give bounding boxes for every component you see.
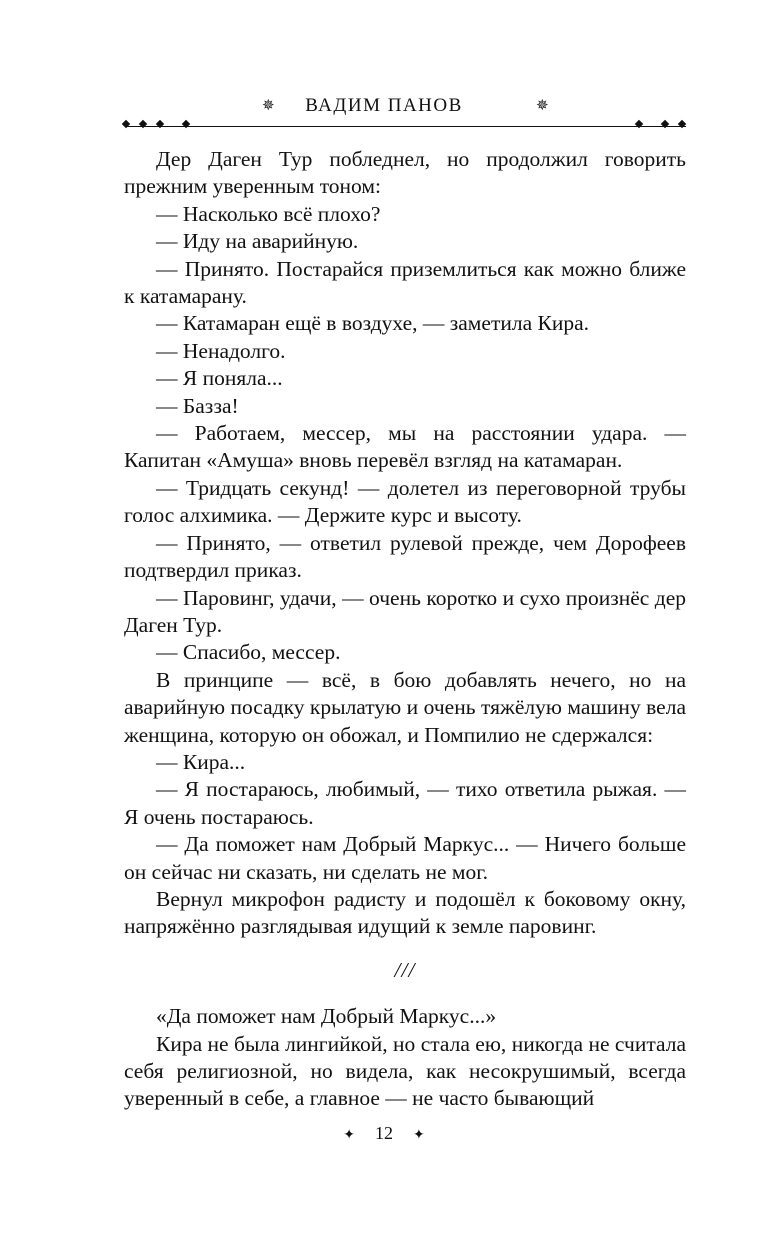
paragraph: — Паровинг, удачи, — очень коротко и сухо произнёс дер Даген Тур. [124, 585, 686, 637]
paragraph: В принципе — всё, в бою добавлять нечего, но на аварийную посадку крылатую и очень тяжёлую машину вела женщина, которую он обожал, и Помпилио не сдержался: [124, 667, 686, 747]
paragraph: — Да поможет нам Добрый Маркус... — Ничего больше он сейчас ни сказать, ни сделать не мог. [124, 832, 686, 884]
paragraph: Кира не была лингийкой, но стала ею, никогда не считала себя религиозной, но видела, как несокрушимый, всегда уверенный в себе, а главное — не часто бывающий [124, 1031, 686, 1111]
paragraph: — Работаем, мессер, мы на расстоянии удара. — Капитан «Амуша» вновь перевёл взгляд на катамаран. [124, 421, 686, 473]
paragraph: — Ненадолго. [156, 338, 286, 363]
page-number: 12 [375, 1123, 393, 1143]
footer-star-icon: ✦ [413, 1128, 425, 1143]
ornament-star-icon: ✵ [536, 98, 549, 114]
paragraph: — Базза! [156, 393, 239, 418]
paragraph: — Принято. Постарайся приземлиться как можно ближе к катамарану. [124, 256, 686, 309]
paragraph: — Тридцать секунд! — долетел из переговорной трубы голос алхимика. — Держите курс и высоту. [124, 475, 686, 528]
section-separator: /// [394, 957, 416, 982]
paragraph: — Спасибо, мессер. [156, 640, 341, 665]
paragraph: — Кира... [156, 749, 246, 774]
paragraph: «Да поможет нам Добрый Маркус...» [156, 1004, 497, 1029]
paragraph: Вернул микрофон радисту и подошёл к боковому окну, напряжённо разглядывая идущий к земле паровинг. [124, 886, 686, 939]
paragraph: — Принято, — ответил рулевой прежде, чем Дорофеев подтвердил приказ. [124, 530, 686, 583]
footer-star-icon: ✦ [343, 1128, 355, 1143]
author-name: ВАДИМ ПАНОВ [305, 95, 463, 116]
paragraph: — Я постараюсь, любимый, — тихо ответила рыжая. — Я очень постараюсь. [124, 777, 686, 829]
paragraph: — Я поняла... [156, 366, 283, 391]
paragraph: — Иду на аварийную. [156, 229, 359, 254]
paragraph: — Катамаран ещё в воздухе, — заметила Кира. [156, 311, 590, 336]
page-text [124, 146, 686, 1113]
running-header [84, 94, 684, 118]
paragraph: Дер Даген Тур побледнел, но продолжил говорить прежним уверенным тоном: [124, 147, 686, 199]
page-footer [0, 1122, 768, 1147]
ornament-star-icon: ✵ [262, 98, 275, 114]
paragraph: — Насколько всё плохо? [156, 201, 381, 226]
header-rule [126, 126, 686, 127]
